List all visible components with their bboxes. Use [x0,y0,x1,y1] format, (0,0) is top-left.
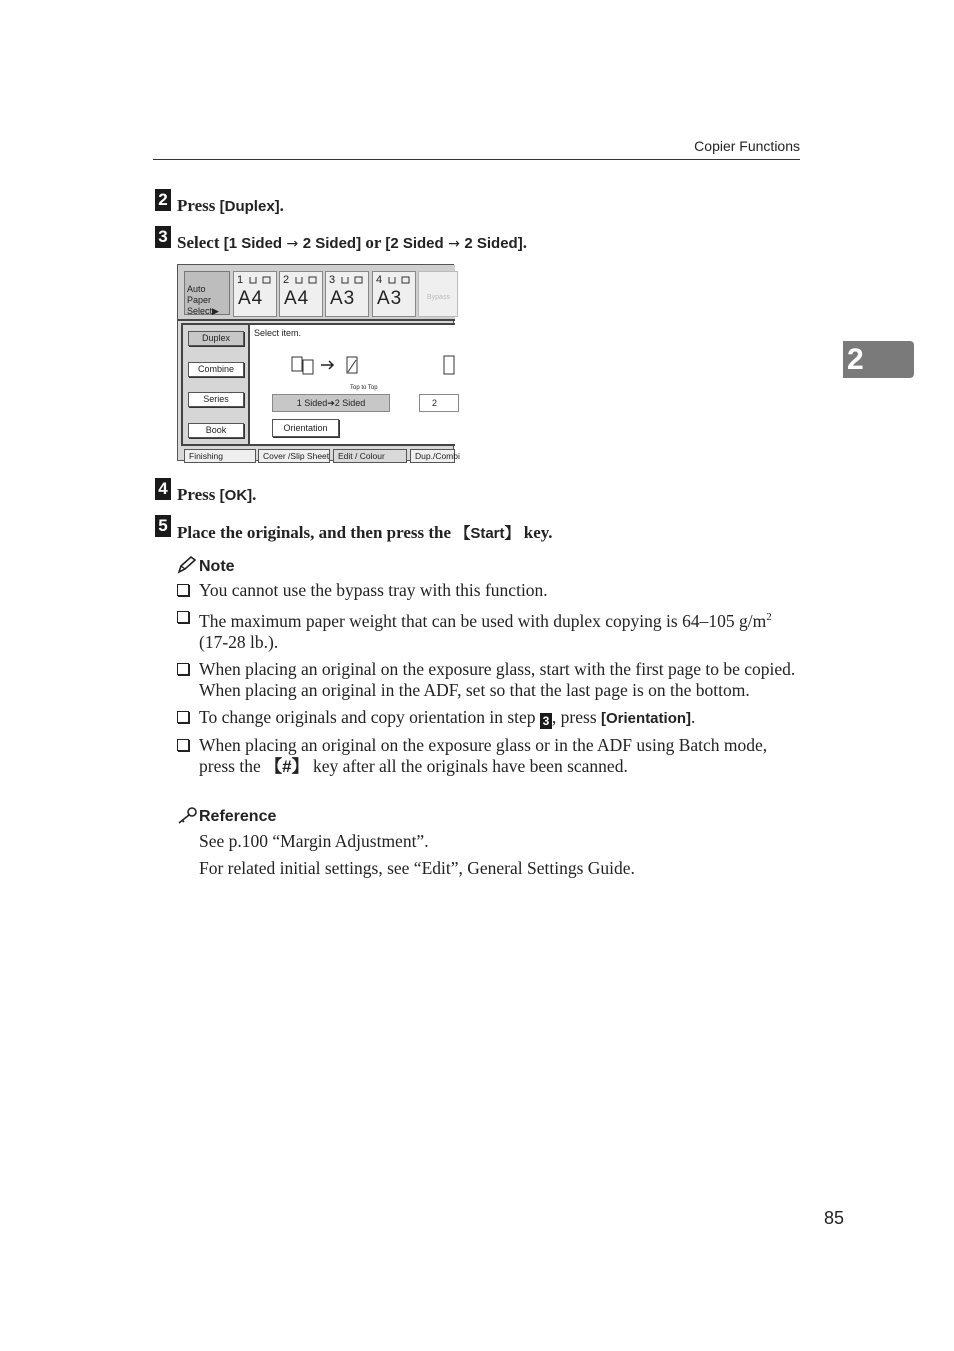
pencil-icon [177,556,197,574]
tray-icon [387,276,413,284]
note-text: The maximum paper weight that can be used with duplex copying is 64–105 g/m [199,610,767,631]
tray-number: 2 [283,274,290,286]
two-sided-option-button[interactable]: 2 [419,394,459,412]
bypass-tray-button[interactable]: Bypass [418,271,458,317]
note-text: (17-28 lb.). [199,631,279,652]
step-text: key. [519,523,553,542]
tab-cover-slip-sheet[interactable]: Cover /Slip Sheet [258,449,330,463]
tray-size: A3 [377,288,403,309]
tray-button[interactable] [233,271,277,317]
step-text: . [522,233,527,252]
page-number: 85 [824,1208,845,1228]
tray-number: 1 [237,274,244,286]
duplex-button[interactable]: Duplex [188,331,244,346]
running-header: Copier Functions [694,138,800,154]
tray-size: A3 [330,288,356,309]
tab-dup-combi[interactable]: Dup./Combi [410,449,455,463]
superscript: 2 [766,611,772,623]
note-title: Note [199,558,235,575]
reference-title: Reference [199,808,277,825]
bottom-tab-bar [178,446,460,462]
arrow-icon: → [443,236,465,252]
auto-paper-label: Select▶ [187,306,219,316]
tray-button[interactable] [279,271,323,317]
duplex-diagram-icon [290,351,370,385]
checkbox-bullet-icon [177,711,189,723]
note-text: . [691,706,696,727]
function-list [183,325,250,444]
tray-number: 3 [329,274,336,286]
step-text: Select [177,233,224,252]
copier-screen [177,264,460,461]
book-button[interactable]: Book [188,423,244,438]
page-icon [443,355,457,377]
note-text: You cannot use the bypass tray with this function. [199,580,548,600]
step-text: Press [177,196,220,215]
note-heading [177,556,235,576]
note-text: When placing an original on the exposure glass or in the ADF using Batch mode, press the [199,734,768,776]
list-item [177,659,800,701]
reference-line: See p.100 “Margin Adjustment”. [199,831,429,851]
auto-paper-select-button[interactable] [184,271,230,315]
key-label: [Orientation] [601,709,692,727]
list-item [177,735,800,777]
checkbox-bullet-icon [177,584,189,596]
step-number: 3 [155,226,171,248]
note-text: key after all the originals have been scanned. [308,755,628,776]
tray-icon [294,276,320,284]
one-sided-to-two-sided-button[interactable]: 1 Sided➔2 Sided [272,394,390,412]
checkbox-bullet-icon [177,739,189,751]
step-instruction [177,485,256,505]
arrow-icon: → [282,236,303,252]
tray-button[interactable] [325,271,369,317]
list-item [177,580,800,601]
key-icon [177,806,199,824]
note-text: When placing an original on the exposure glass, start with the first page to be copied. When placing an original in the ADF, set so that the last page is on the bottom. [199,658,796,700]
list-item [177,607,800,653]
step-text: Place the originals, and then press the [177,523,456,542]
key-label: 【Start】 [455,525,520,542]
tab-finishing[interactable]: Finishing [184,449,256,463]
checkbox-bullet-icon [177,663,189,675]
note-text: , press [551,706,602,727]
header-rule [153,159,800,160]
key-label: [2 Sided [385,235,444,252]
key-label: 【#】 [265,756,309,776]
tab-edit-colour[interactable]: Edit / Colour [333,449,407,463]
chapter-tab: 2 [843,341,914,378]
step-text: or [361,233,386,252]
combine-button[interactable]: Combine [188,362,244,377]
select-item-label: Select item. [254,328,302,338]
auto-paper-label: Auto Paper [187,284,212,305]
series-button[interactable]: Series [188,392,244,407]
key-label: [Duplex] [219,198,280,215]
reference-line: For related initial settings, see “Edit”, General Settings Guide. [199,858,635,878]
tray-button[interactable] [372,271,416,317]
step-number: 4 [155,478,171,500]
step-text: . [279,196,284,215]
key-label: 2 Sided] [302,235,362,252]
step-number: 2 [155,189,171,211]
list-item [177,707,800,729]
checkbox-bullet-icon [177,611,189,623]
step-instruction [177,522,553,543]
key-label: [1 Sided [223,235,283,252]
key-label: [OK] [219,487,253,504]
orientation-button[interactable]: Orientation [272,419,339,437]
tray-icon [248,276,274,284]
tray-number: 4 [376,274,383,286]
note-text: To change originals and copy orientation in step [199,706,540,727]
tray-size: A4 [238,288,264,309]
step-text: Press [177,485,220,504]
step-instruction [177,233,527,253]
note-list [177,580,800,783]
reference-heading [177,806,276,826]
step-instruction [177,196,284,216]
key-label: 2 Sided] [464,235,523,252]
duplex-menu [181,323,455,446]
tray-icon [340,276,366,284]
paper-tray-row [178,265,455,321]
top-to-top-label: Top to Top [350,385,378,391]
options-area [250,325,457,444]
step-number: 5 [155,515,171,537]
step-reference-icon: 3 [540,713,552,729]
tray-size: A4 [284,288,310,309]
step-text: . [252,485,257,504]
